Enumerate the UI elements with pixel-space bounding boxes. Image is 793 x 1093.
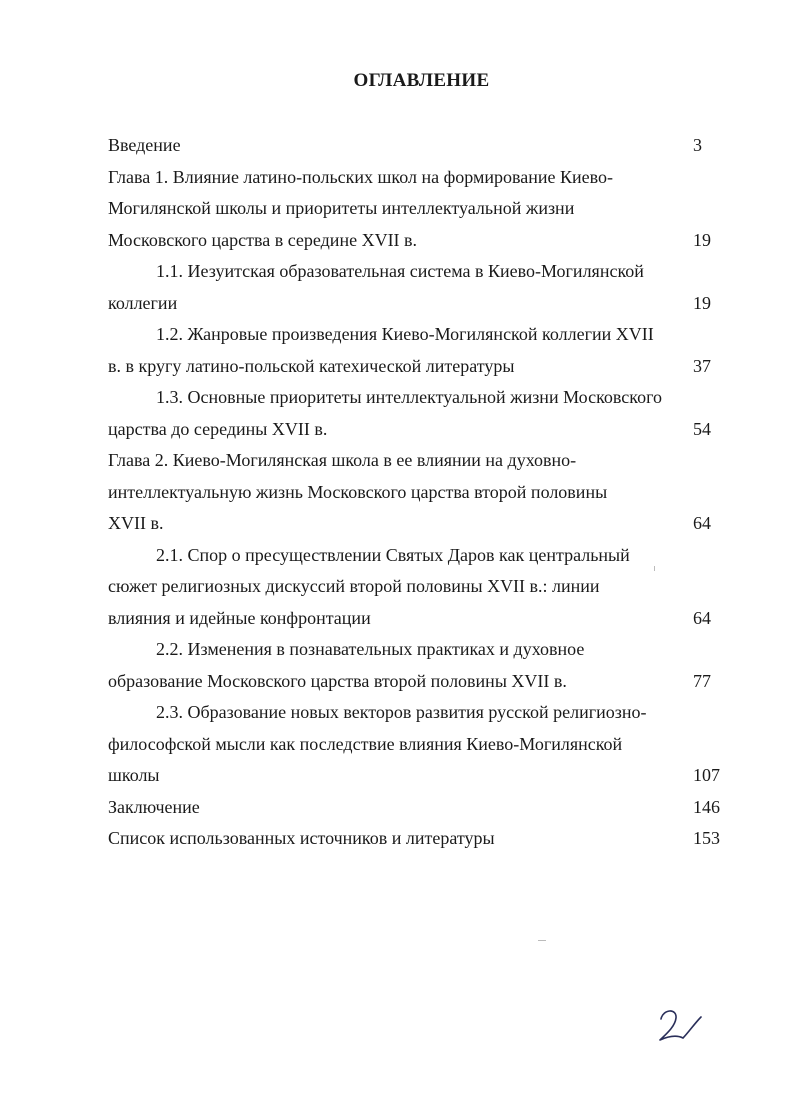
toc-entry-text: Глава 1. Влияние латино-польских школ на формирование Киево- [108,166,613,187]
toc-entry-text: 1.3. Основные приоритеты интеллектуальной жизни Московского [156,387,663,407]
toc-entry [108,666,720,698]
toc-entry-text: 2.2. Изменения в познавательных практиках и духовное [156,639,585,659]
toc-entry-text: царства до середины XVII в. [108,418,328,439]
toc-entry [108,760,720,792]
toc-entry [108,225,720,257]
toc-page-number: 19 [693,229,711,250]
toc-entry [108,319,720,351]
toc-entry [108,162,720,194]
scan-speck [538,940,546,941]
toc-entry-text: коллегии [108,292,178,313]
toc-page-number: 3 [693,135,702,155]
toc-entry [108,256,720,288]
toc-entry [108,508,720,540]
toc-entry [108,414,720,446]
toc-entry-text: XVII в. [108,513,164,533]
toc-entry-text: Московского царства в середине XVII в. [108,229,418,250]
toc-page-number: 54 [693,418,711,439]
toc-entry-text: 1.2. Жанровые произведения Киево-Могилянской коллегии XVII [156,324,654,344]
toc-entry [108,130,720,162]
toc-entry [108,193,720,225]
toc-entry-text: философской мысли как последствие влияния Киево-Могилянской [108,733,623,754]
toc-entry-text: сюжет религиозных дискуссий второй половины XVII в.: линии [108,576,600,596]
toc-entry-text: Заключение [108,796,200,817]
page-title: ОГЛАВЛЕНИЕ [353,70,490,91]
toc-entry-text: Список использованных источников и литературы [108,828,495,848]
toc-entry [108,792,720,824]
toc-entry-text: интеллектуальную жизнь Московского царства второй половины [108,481,608,502]
toc-page-number: 146 [693,796,720,817]
toc-entry [108,729,720,761]
toc-entry [108,351,720,383]
toc-page-number: 77 [693,670,711,691]
toc-entry-text: 2.1. Спор о пресуществлении Святых Даров как центральный [156,544,630,565]
toc-entry-text: влияния и идейные конфронтации [108,607,371,628]
toc-entry [108,571,720,603]
toc-page-number: 107 [693,765,720,785]
toc-page-number: 37 [693,355,711,376]
toc-entry-text: Могилянской школы и приоритеты интеллектуальной жизни [108,198,575,218]
toc-entry [108,823,720,855]
toc-page-number: 19 [693,292,711,313]
toc-entry [108,634,720,666]
toc-entry [108,445,720,477]
handwritten-page-number [655,1005,705,1045]
toc-entry-text: школы [108,765,160,785]
toc-page-number: 153 [693,828,720,848]
toc-entry [108,382,720,414]
toc-entry [108,697,720,729]
toc-entry-text: Введение [108,135,181,155]
toc-entry [108,288,720,320]
toc-entry-text: образование Московского царства второй половины XVII в. [108,670,567,691]
toc-page-number: 64 [693,513,711,533]
toc-entry [108,477,720,509]
table-of-contents [108,130,720,855]
toc-entry-text: Глава 2. Киево-Могилянская школа в ее влиянии на духовно- [108,450,577,470]
toc-entry-text: 2.3. Образование новых векторов развития русской религиозно- [156,702,647,722]
scan-speck [654,566,655,571]
toc-entry [108,603,720,635]
toc-entry-text: в. в кругу латино-польской катехической литературы [108,355,515,376]
toc-page-number: 64 [693,607,711,628]
toc-entry [108,540,720,572]
toc-entry-text: 1.1. Иезуитская образовательная система в Киево-Могилянской [156,261,644,281]
